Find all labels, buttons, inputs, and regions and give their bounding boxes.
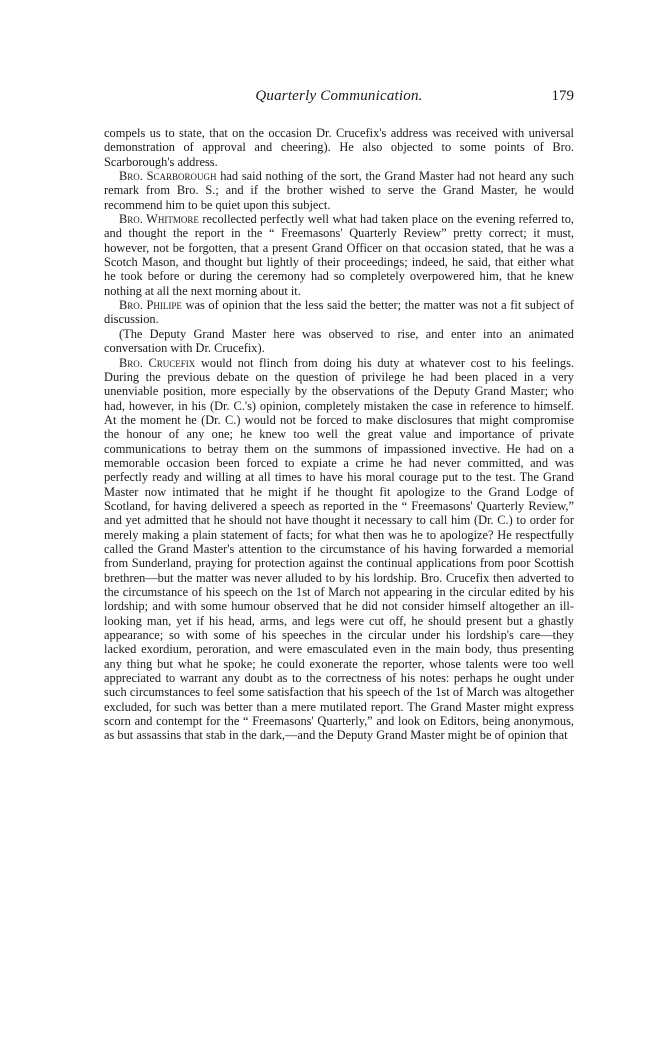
paragraph <box>104 356 574 743</box>
speaker-name: Bro. Philipe <box>119 298 182 313</box>
speaker-name: Bro. Crucefix <box>119 355 196 370</box>
paragraph <box>104 327 574 356</box>
paragraph <box>104 212 574 298</box>
running-title: Quarterly Communication. <box>255 88 423 104</box>
speaker-name: Bro. Scarborough <box>119 169 217 184</box>
paragraph-text: had said nothing of the sort, the Grand Master had not heard any such remark from Bro. S.; and if the brother wished to serve the Grand Master, he would recommend him to be quiet upon this subject. <box>104 169 574 212</box>
book-page <box>104 88 574 743</box>
paragraph-text: compels us to state, that on the occasion Dr. Crucefix's address was received with universal demonstration of approval and cheering). He also objected to some points of Bro. Scarborough's address. <box>104 126 574 169</box>
paragraph <box>104 126 574 169</box>
paragraph-text: recollected perfectly well what had taken place on the evening referred to, and thought the report in the “ Freemasons' Quarterly Review” pretty correct; it must, however, not be forgotten, that a present Grand Officer on that occasion stated, that he was a Scotch Mason, and thought but lightly of their proceedings; indeed, he said, that either what he took before or during the ceremony had so completely overpowered him, that he knew nothing at all the next morning about it. <box>104 212 574 298</box>
body-text <box>104 126 574 743</box>
running-header <box>104 88 574 114</box>
paragraph-text: was of opinion that the less said the better; the matter was not a fit subject of discussion. <box>104 298 574 327</box>
page-number: 179 <box>551 88 574 104</box>
speaker-name: Bro. Whitmore <box>119 212 199 227</box>
paragraph <box>104 169 574 212</box>
paragraph <box>104 298 574 327</box>
paragraph-text: (The Deputy Grand Master here was observed to rise, and enter into an animated conversation with Dr. Crucefix). <box>104 326 574 356</box>
paragraph-text: would not flinch from doing his duty at whatever cost to his feelings. During the previous debate on the question of privilege he had been placed in a very unenviable position, more especially by the observations of the Deputy Grand Master; who had, however, in his (Dr. C.'s) opinion, completely mistaken the case in reference to himself. At the moment he (Dr. C.) would not be forced to make disclosures that might compromise the honour of any one; he knew too well the great value and importance of private communications to betray them on the summons of impassioned invective. He had on a memorable occasion been forced to expiate a crime he had never committed, and was perfectly ready and willing at all times to have his moral courage put to the test. The Grand Master now intimated that he might if he thought fit apologize to the Grand Lodge of Scotland, for having delivered a speech as reported in the “ Freemasons' Quarterly Review,” and yet admitted that he should not have thought it necessary to call him (Dr. C.) to order for merely making a plain statement of facts; for what then was he to apologize? He respectfully called the Grand Master's attention to the circumstance of his having forwarded a memorial from Sunderland, praying for protection against the continual applications from poor Scottish brethren—but the matter was never alluded to by his lordship. Bro. Crucefix then adverted to the circumstance of his speech on the 1st of March not appearing in the circular edited by his lordship; and with some humour observed that he did not consider himself altogether an ill-looking man, yet if his head, arms, and legs were cut off, he should present but a ghastly appearance; so with some of his speeches in the circular under his lordship's care—they lacked exordium, peroration, and were emasculated even in the main body, thus presenting any thing but what he spoke; he could exonerate the reporter, whose talents were too well appreciated to warrant any doubt as to the correctness of his notes: perhaps he ought under such circumstances to feel some satisfaction that his speech of the 1st of March was altogether excluded, for such was better than a mere mutilated report. The Grand Master might express scorn and contempt for the “ Freemasons' Quarterly,” and look on Editors, being anonymous, as but assassins that stab in the dark,—and the Deputy Grand Master might be of opinion that <box>104 355 574 743</box>
